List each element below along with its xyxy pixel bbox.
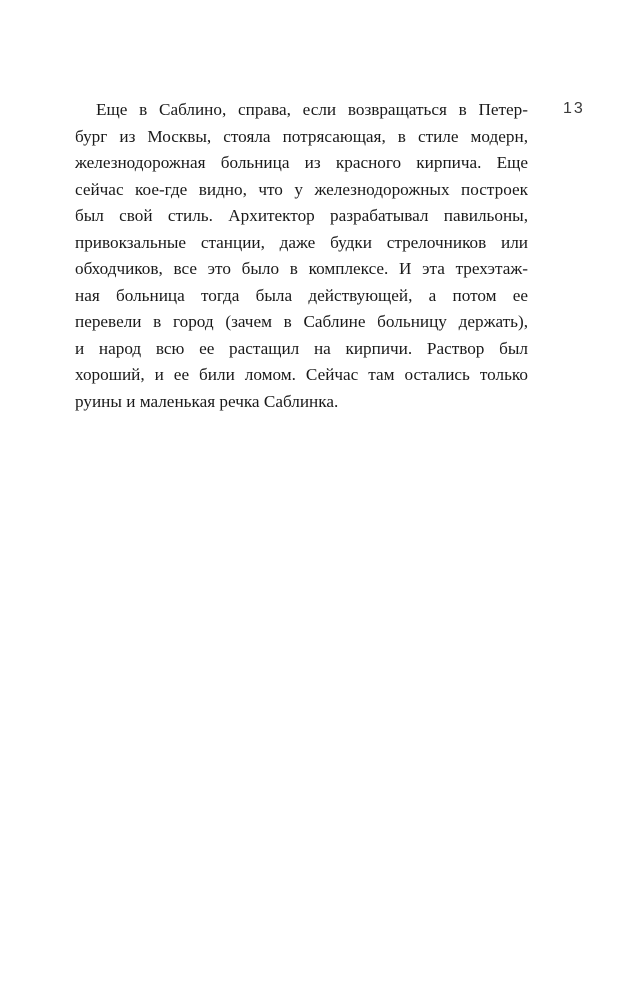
text-line: железнодорожная больница из красного кирпича. Еще [75,153,528,172]
text-line: сейчас кое-где видно, что у железнодорожных построек [75,179,528,199]
text-line: бург из Москвы, стояла потрясающая, в стиле модерн, [75,126,528,146]
text-line: привокзальные станции, даже будки стрелочников или [75,232,528,252]
text-line: обходчиков, все это было в комплексе. И эта трехэтаж- [75,259,528,278]
text-line: Еще в Саблино, справа, если возвращаться в Петер- [96,100,528,119]
text-line: хороший, и ее били ломом. Сейчас там остались только [75,365,528,384]
text-line: и народ всю ее растащил на кирпичи. Раствор был [75,338,528,358]
page-number: 13 [563,100,585,117]
text-line: перевели в город (зачем в Саблине больницу держать), [75,312,528,331]
text-line: был свой стиль. Архитектор разрабатывал павильоны, [75,206,528,225]
paragraph [75,97,528,415]
text-line: руины и маленькая речка Саблинка. [75,391,339,411]
text-line: ная больница тогда была действующей, а потом ее [75,285,528,305]
